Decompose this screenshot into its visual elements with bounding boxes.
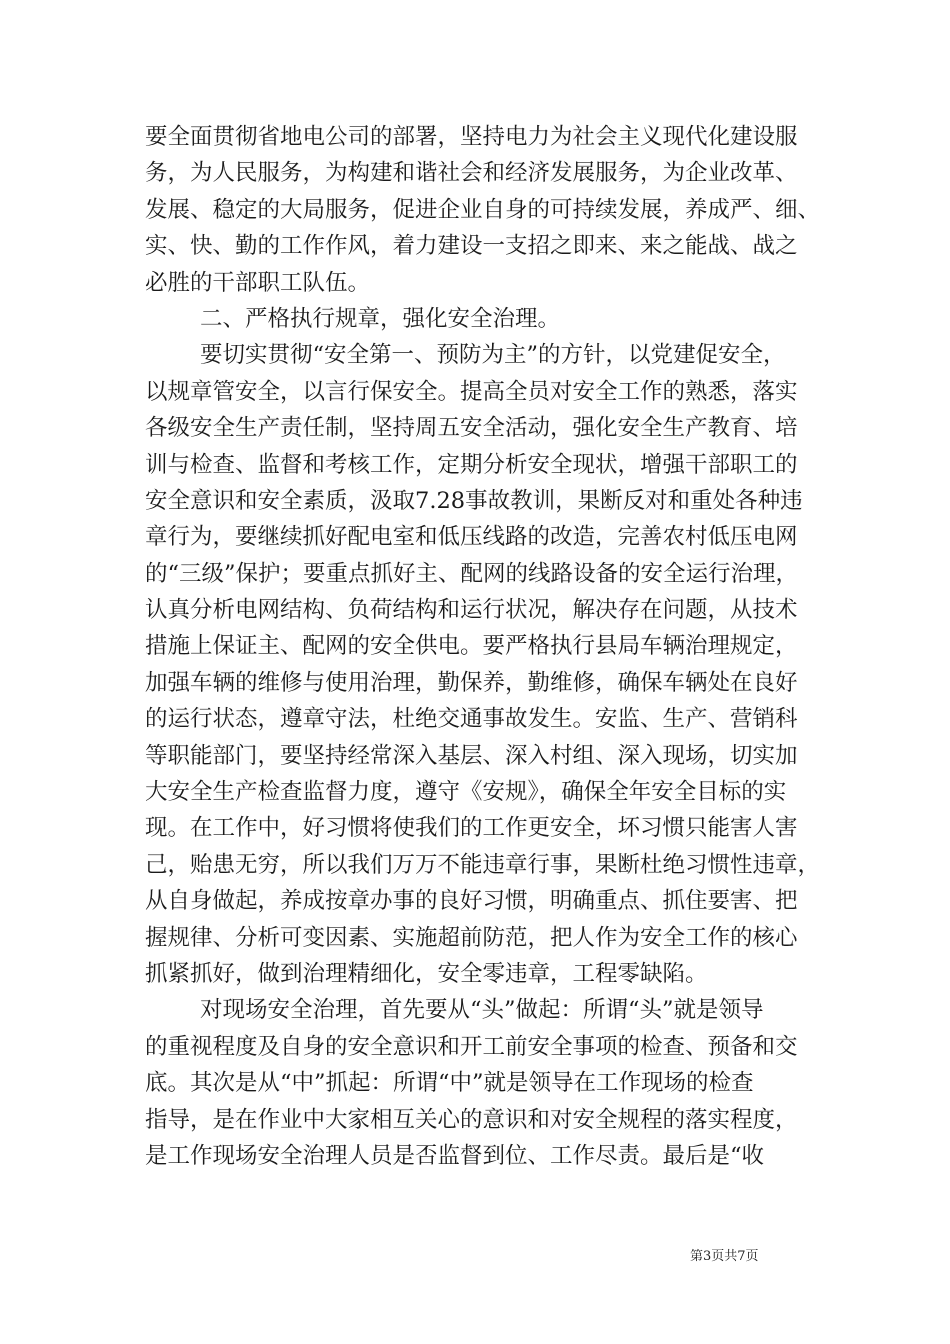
text-line: 从自身做起，养成按章办事的良好习惯，明确重点、抓住要害、把 (145, 888, 798, 915)
text-line: 认真分析电网结构、负荷结构和运行状况，解决存在问题，从技术 (145, 597, 798, 624)
text-line: 实、快、勤的工作作风，着力建设一支招之即来、来之能战、战之 (145, 233, 798, 260)
text-line: 务，为人民服务，为构建和谐社会和经济发展服务，为企业改革、 (145, 160, 798, 187)
text-line: 现。在工作中，好习惯将使我们的工作更安全，坏习惯只能害人害 (145, 815, 798, 842)
text-line: 必胜的干部职工队伍。 (145, 269, 371, 296)
text-line: 己，贻患无穷，所以我们万万不能违章行事，果断杜绝习惯性违章， (145, 851, 821, 878)
text-line: 发展、稳定的大局服务，促进企业自身的可持续发展，养成严、细、 (145, 196, 821, 223)
text-line: 以规章管安全，以言行保安全。提高全员对安全工作的熟悉，落实 (145, 378, 798, 405)
page-number-footer: 第3页共7页 (690, 1249, 759, 1264)
text-line: 握规律、分析可变因素、实施超前防范，把人作为安全工作的核心 (145, 924, 798, 951)
text-line: 安全意识和安全素质，汲取7.28事故教训，果断反对和重处各种违 (145, 487, 803, 514)
text-line: 措施上保证主、配网的安全供电。要严格执行县局车辆治理规定， (145, 633, 798, 660)
text-line: 二、严格执行规章，强化安全治理。 (200, 305, 561, 332)
text-line: 各级安全生产责任制，坚持周五安全活动，强化安全生产教育、培 (145, 415, 798, 442)
text-line: 等职能部门，要坚持经常深入基层、深入村组、深入现场，切实加 (145, 742, 798, 769)
text-line: 训与检查、监督和考核工作，定期分析安全现状，增强干部职工的 (145, 451, 798, 478)
text-line: 大安全生产检查监督力度，遵守《安规》，确保全年安全目标的实 (145, 779, 787, 806)
text-line: 是工作现场安全治理人员是否监督到位、工作尽责。最后是“收 (145, 1142, 765, 1169)
text-line: 的运行状态，遵章守法，杜绝交通事故发生。安监、生产、营销科 (145, 706, 798, 733)
text-line: 要全面贯彻省地电公司的部署，坚持电力为社会主义现代化建设服 (145, 124, 798, 150)
text-line: 章行为，要继续抓好配电室和低压线路的改造，完善农村低压电网 (145, 524, 798, 551)
text-line: 指导，是在作业中大家相互关心的意识和对安全规程的落实程度， (145, 1106, 798, 1133)
text-line: 要切实贯彻“安全第一、预防为主”的方针，以党建促安全， (200, 342, 786, 369)
text-line: 抓紧抓好，做到治理精细化，安全零违章，工程零缺陷。 (145, 960, 708, 987)
document-body (145, 119, 821, 1174)
text-line: 对现场安全治理，首先要从“头”做起：所谓“头”就是领导 (200, 997, 764, 1024)
text-line: 的重视程度及自身的安全意识和开工前安全事项的检查、预备和交 (145, 1033, 798, 1060)
text-line: 的“三级”保护；要重点抓好主、配网的线路设备的安全运行治理， (145, 560, 799, 587)
text-line: 底。其次是从“中”抓起：所谓“中”就是领导在工作现场的检查 (145, 1070, 754, 1097)
text-line: 加强车辆的维修与使用治理，勤保养，勤维修，确保车辆处在良好 (145, 669, 798, 696)
